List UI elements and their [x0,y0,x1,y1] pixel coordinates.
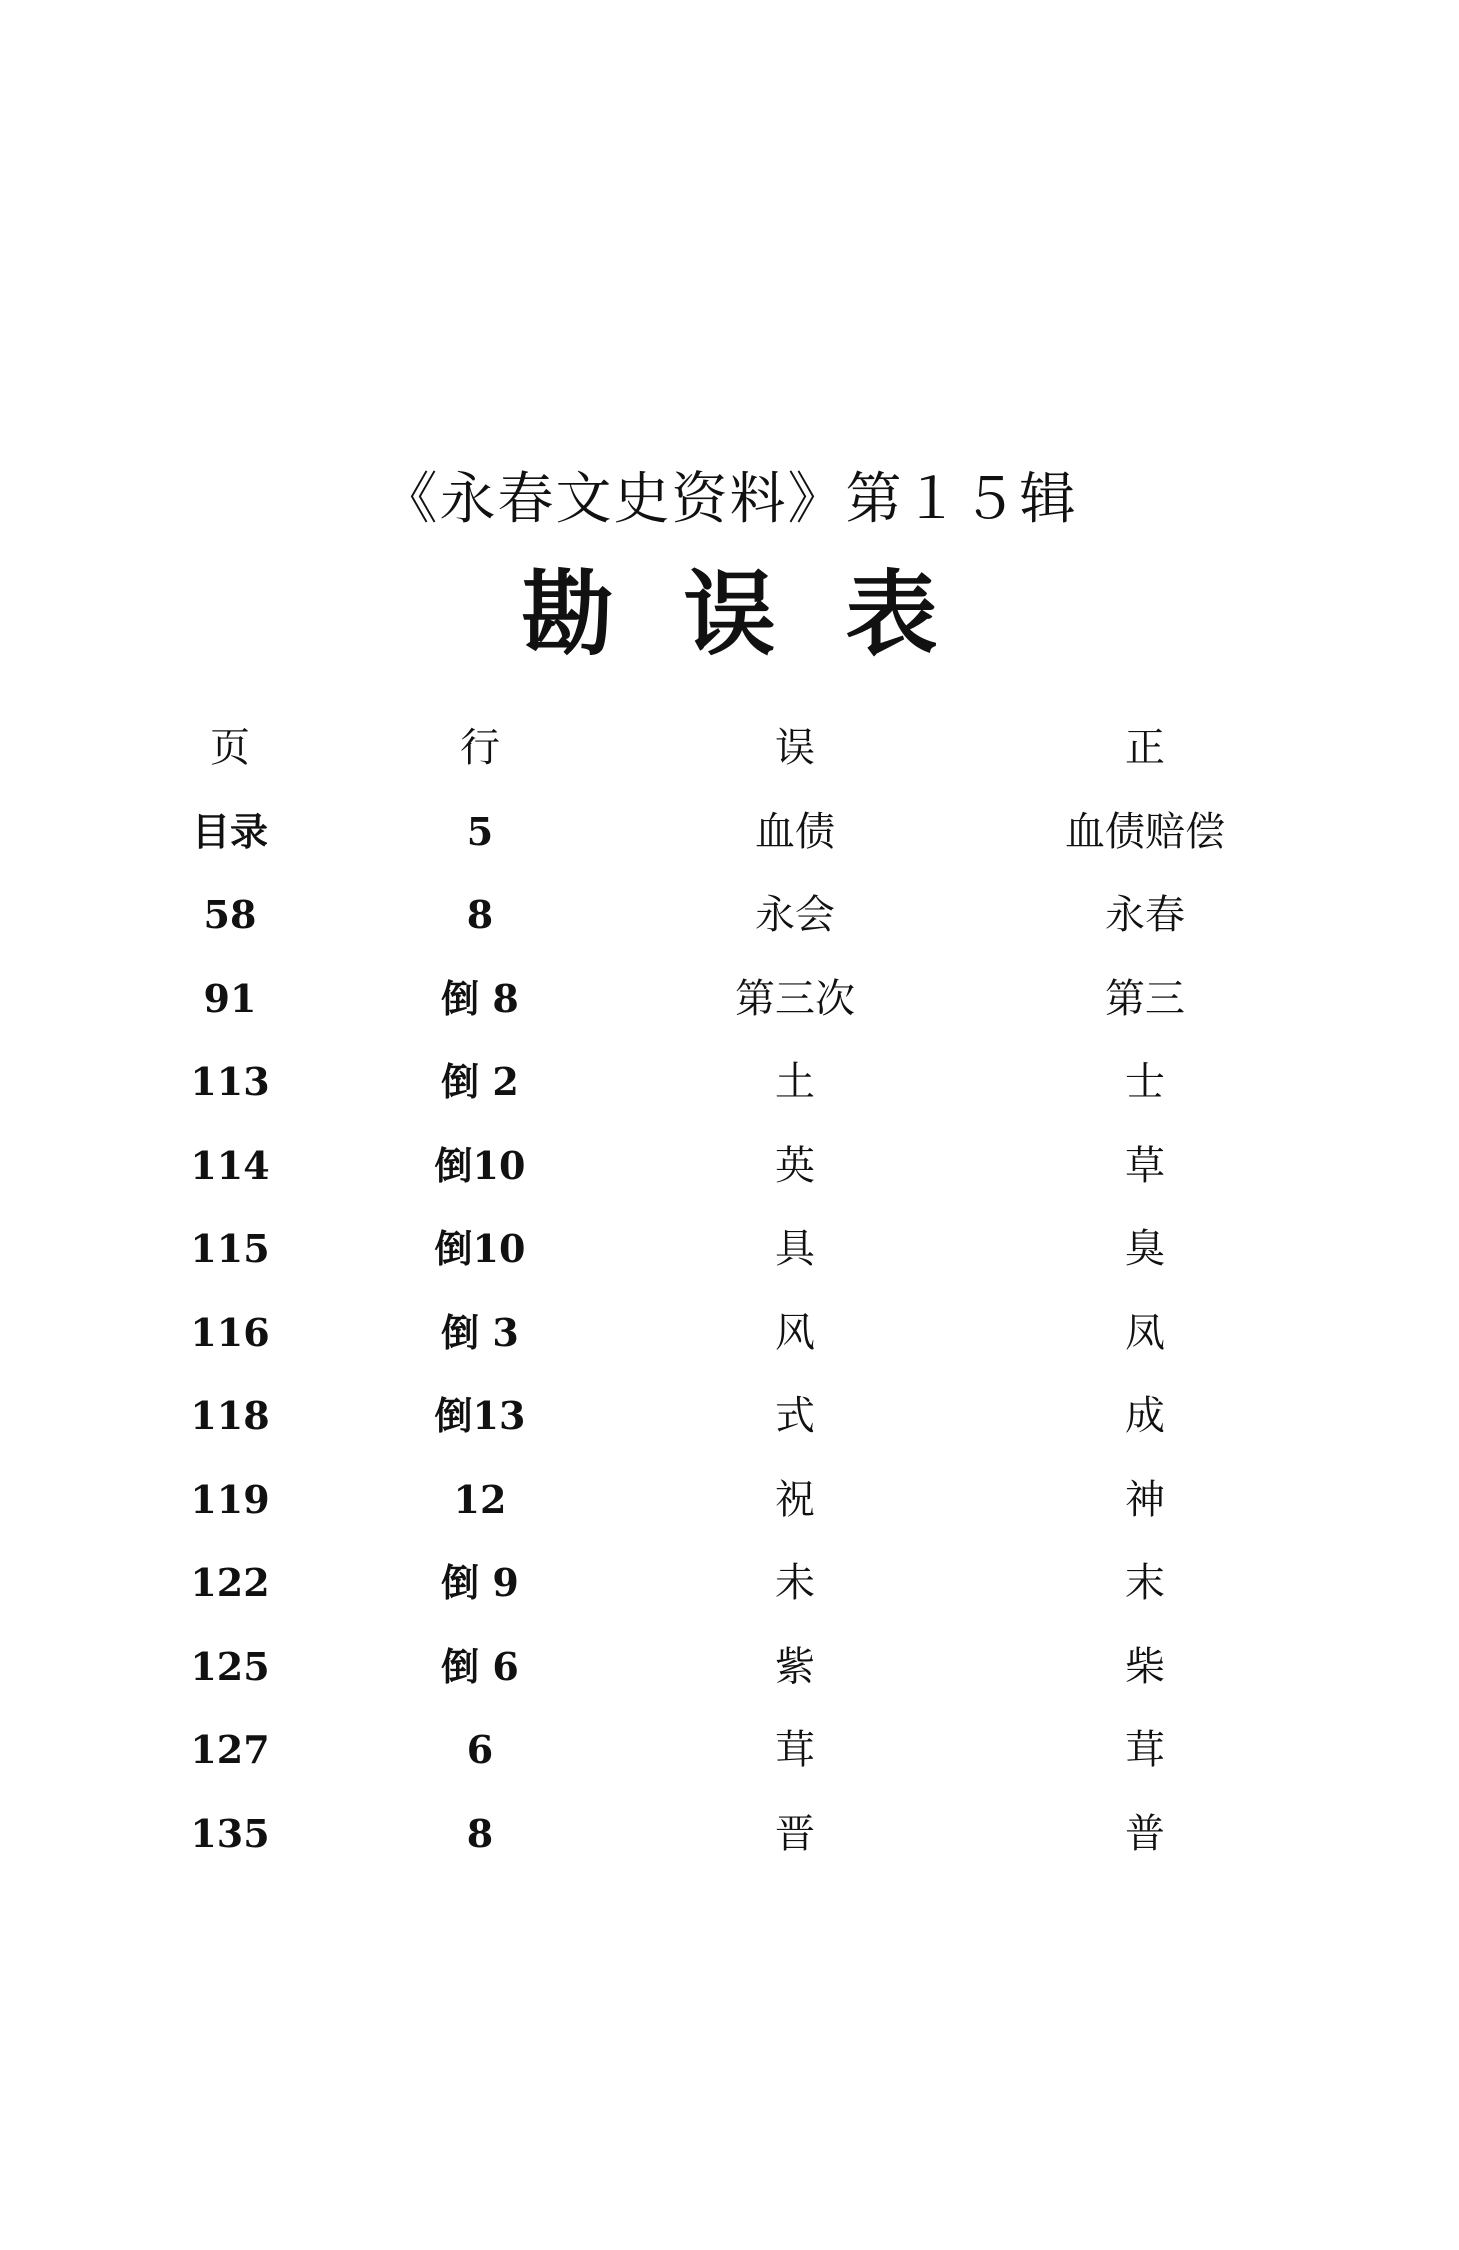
cell-page: 125 [190,1643,270,1689]
header-wrong: 误 [775,725,815,771]
table-row [0,1136,1459,1220]
cell-line: 倒 3 [441,1309,519,1355]
cell-line: 倒10 [434,1226,526,1271]
table-row [0,1720,1459,1804]
cell-line: 倒13 [434,1393,526,1438]
table-row [0,1804,1459,1888]
cell-page: 118 [190,1393,270,1438]
cell-page: 116 [190,1309,270,1355]
table-row [0,1303,1459,1387]
cell-page: 122 [190,1560,270,1605]
cell-wrong: 紫 [775,1643,815,1690]
cell-line: 倒10 [434,1142,526,1188]
table-row [0,1219,1459,1303]
cell-line: 5 [466,808,494,854]
cell-line: 倒 6 [441,1643,519,1689]
cell-page: 58 [203,892,257,937]
cell-correct: 永春 [1105,892,1185,938]
cell-wrong: 风 [775,1309,815,1356]
cell-page: 目录 [191,808,268,854]
errata-table [0,718,1459,1887]
cell-line: 倒 8 [441,975,519,1021]
cell-wrong: 第三次 [735,975,855,1022]
cell-page: 115 [190,1226,270,1271]
cell-page: 113 [190,1059,270,1104]
header-page: 页 [210,725,250,771]
table-row [0,1637,1459,1721]
cell-correct: 血债赔偿 [1065,808,1225,855]
cell-correct: 末 [1125,1560,1165,1606]
table-row [0,1553,1459,1637]
table-header-row [0,718,1459,802]
cell-correct: 茸 [1125,1727,1165,1773]
cell-correct: 臭 [1125,1226,1165,1272]
cell-page: 135 [190,1810,270,1856]
cell-line: 6 [466,1727,494,1772]
cell-correct: 士 [1125,1059,1165,1105]
header-line: 行 [460,725,500,771]
cell-wrong: 晋 [775,1810,815,1857]
cell-line: 8 [466,1810,494,1856]
cell-correct: 普 [1125,1810,1165,1857]
document-subtitle: 《永春文史资料》第１５辑 [381,467,1078,532]
cell-line: 倒 9 [441,1560,519,1605]
cell-line: 12 [453,1476,507,1522]
cell-page: 91 [203,975,257,1021]
table-row [0,1386,1459,1470]
header-correct: 正 [1125,725,1165,771]
cell-correct: 成 [1125,1393,1165,1439]
cell-line: 倒 2 [441,1059,519,1104]
table-row [0,1470,1459,1554]
cell-wrong: 茸 [775,1727,815,1773]
cell-correct: 凤 [1125,1309,1165,1356]
table-row [0,1052,1459,1136]
cell-correct: 柴 [1125,1643,1165,1690]
cell-wrong: 祝 [775,1476,815,1523]
cell-wrong: 英 [775,1142,815,1189]
cell-wrong: 土 [775,1059,815,1105]
cell-wrong: 式 [775,1393,815,1439]
cell-wrong: 具 [775,1226,815,1272]
table-row [0,969,1459,1053]
cell-page: 114 [190,1142,270,1188]
cell-page: 127 [190,1727,270,1772]
cell-wrong: 血债 [755,808,835,855]
cell-correct: 草 [1125,1142,1165,1189]
cell-line: 8 [466,892,494,937]
table-row [0,885,1459,969]
cell-page: 119 [190,1476,270,1522]
page-title: 勘误表 [521,561,1008,668]
cell-correct: 第三 [1105,975,1185,1022]
table-row [0,802,1459,886]
cell-wrong: 未 [775,1560,815,1606]
cell-wrong: 永会 [755,892,835,938]
cell-correct: 神 [1125,1476,1165,1523]
